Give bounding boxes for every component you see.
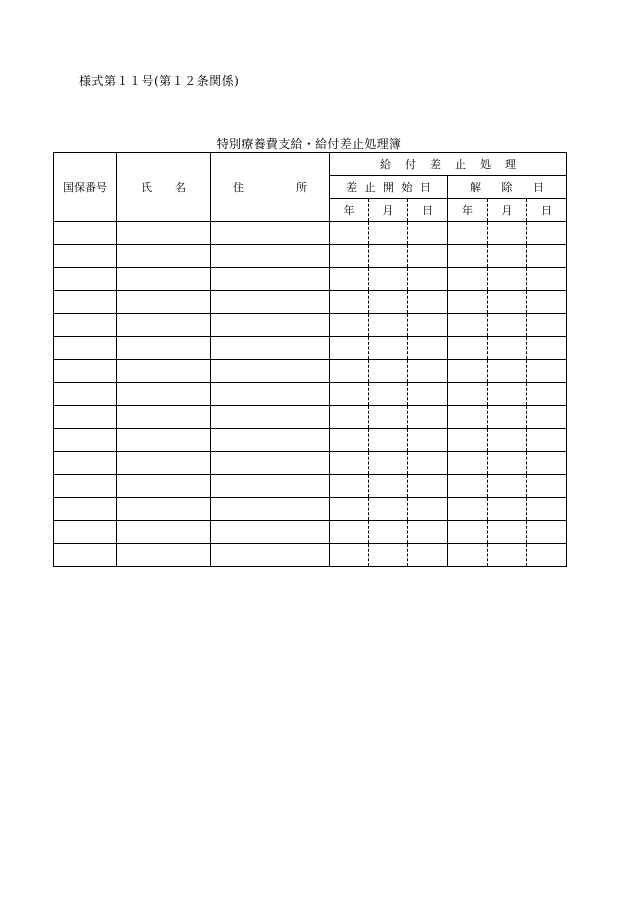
kokuho-number-cell[interactable] xyxy=(54,337,117,360)
kaijo-year-cell[interactable] xyxy=(448,429,488,452)
kaishi-year-cell[interactable] xyxy=(330,268,369,291)
address-cell[interactable] xyxy=(211,498,330,521)
kaijo-year-cell[interactable] xyxy=(448,222,488,245)
kaijo-year-cell[interactable] xyxy=(448,245,488,268)
kaijo-month-cell[interactable] xyxy=(488,268,527,291)
table-row xyxy=(54,314,567,337)
kaijo-day-cell[interactable] xyxy=(527,314,567,337)
kaijo-month-cell[interactable] xyxy=(488,291,527,314)
address-cell[interactable] xyxy=(211,544,330,567)
kaishi-day-cell[interactable] xyxy=(408,222,448,245)
kaijo-month-cell[interactable] xyxy=(488,544,527,567)
kaijo-day-cell[interactable] xyxy=(527,222,567,245)
kaijo-day-cell[interactable] xyxy=(527,498,567,521)
header-kaijo xyxy=(448,176,567,199)
kaishi-day-cell[interactable] xyxy=(408,452,448,475)
kaishi-month-cell[interactable] xyxy=(369,291,408,314)
kokuho-number-cell[interactable] xyxy=(54,268,117,291)
name-cell[interactable] xyxy=(117,291,211,314)
kaijo-month-cell[interactable] xyxy=(488,429,527,452)
name-cell[interactable] xyxy=(117,498,211,521)
kaishi-day-cell[interactable] xyxy=(408,314,448,337)
name-cell[interactable] xyxy=(117,383,211,406)
table-row xyxy=(54,475,567,498)
kaishi-day-cell[interactable] xyxy=(408,268,448,291)
kaijo-year-cell[interactable] xyxy=(448,475,488,498)
header-kaishi-char: 始 xyxy=(401,181,413,194)
header-kaishi-char: 開 xyxy=(383,181,394,194)
kaishi-year-cell[interactable] xyxy=(330,291,369,314)
table-row xyxy=(54,291,567,314)
kokuho-number-cell[interactable] xyxy=(54,222,117,245)
kaishi-year-cell[interactable] xyxy=(330,406,369,429)
kaijo-month-cell[interactable] xyxy=(488,498,527,521)
header-kyufu-char: 処 xyxy=(480,158,491,171)
kaijo-day-cell[interactable] xyxy=(527,360,567,383)
header-kaishi-month: 月 xyxy=(369,199,408,222)
kaishi-month-cell[interactable] xyxy=(369,337,408,360)
header-address-char: 住 xyxy=(233,181,244,194)
kaijo-month-cell[interactable] xyxy=(488,337,527,360)
address-cell[interactable] xyxy=(211,383,330,406)
table-row xyxy=(54,498,567,521)
header-kyufu-sashitome xyxy=(330,153,567,176)
kokuho-number-cell[interactable] xyxy=(54,291,117,314)
address-cell[interactable] xyxy=(211,452,330,475)
kaijo-day-cell[interactable] xyxy=(527,429,567,452)
header-kaijo-day: 日 xyxy=(527,199,567,222)
kaijo-year-cell[interactable] xyxy=(448,544,488,567)
table-row xyxy=(54,245,567,268)
kaishi-day-cell[interactable] xyxy=(408,475,448,498)
kaijo-month-cell[interactable] xyxy=(488,222,527,245)
kaishi-month-cell[interactable] xyxy=(369,268,408,291)
name-cell[interactable] xyxy=(117,521,211,544)
address-cell[interactable] xyxy=(211,521,330,544)
kokuho-number-cell[interactable] xyxy=(54,498,117,521)
kaishi-day-cell[interactable] xyxy=(408,291,448,314)
kaishi-day-cell[interactable] xyxy=(408,544,448,567)
address-cell[interactable] xyxy=(211,429,330,452)
kaijo-day-cell[interactable] xyxy=(527,291,567,314)
kaishi-year-cell[interactable] xyxy=(330,429,369,452)
header-kaijo-year: 年 xyxy=(448,199,488,222)
header-kyufu-char: 給 xyxy=(380,158,391,171)
name-cell[interactable] xyxy=(117,268,211,291)
kokuho-number-cell[interactable] xyxy=(54,360,117,383)
kaishi-day-cell[interactable] xyxy=(408,337,448,360)
address-cell[interactable] xyxy=(211,291,330,314)
header-kaijo-char: 解 xyxy=(470,181,481,194)
table-row xyxy=(54,429,567,452)
kaijo-year-cell[interactable] xyxy=(448,314,488,337)
kaishi-year-cell[interactable] xyxy=(330,360,369,383)
header-kyufu-char: 理 xyxy=(505,158,516,171)
kaishi-month-cell[interactable] xyxy=(369,314,408,337)
kaijo-day-cell[interactable] xyxy=(527,383,567,406)
address-cell[interactable] xyxy=(211,268,330,291)
document-title: 特別療養費支給・給付差止処理簿 xyxy=(216,137,402,151)
header-kaishi-char: 日 xyxy=(420,181,431,194)
name-cell[interactable] xyxy=(117,544,211,567)
header-sashitome-kaishi xyxy=(330,176,448,199)
name-cell[interactable] xyxy=(117,245,211,268)
name-cell[interactable] xyxy=(117,314,211,337)
kaishi-month-cell[interactable] xyxy=(369,383,408,406)
kaishi-month-cell[interactable] xyxy=(369,222,408,245)
table-row xyxy=(54,521,567,544)
header-kaijo-month: 月 xyxy=(488,199,527,222)
header-address xyxy=(211,153,330,222)
kaishi-day-cell[interactable] xyxy=(408,360,448,383)
kaishi-day-cell[interactable] xyxy=(408,245,448,268)
kokuho-number-cell[interactable] xyxy=(54,475,117,498)
register-table xyxy=(53,152,567,567)
header-name xyxy=(117,153,211,222)
kaishi-month-cell[interactable] xyxy=(369,475,408,498)
kokuho-number-cell[interactable] xyxy=(54,314,117,337)
kaishi-month-cell[interactable] xyxy=(369,245,408,268)
kaijo-day-cell[interactable] xyxy=(527,245,567,268)
table-row xyxy=(54,406,567,429)
kaishi-year-cell[interactable] xyxy=(330,498,369,521)
header-kaijo-char: 除 xyxy=(501,181,513,194)
kaijo-year-cell[interactable] xyxy=(448,521,488,544)
kaijo-day-cell[interactable] xyxy=(527,544,567,567)
kokuho-number-cell[interactable] xyxy=(54,452,117,475)
kaijo-month-cell[interactable] xyxy=(488,452,527,475)
name-cell[interactable] xyxy=(117,360,211,383)
table-row xyxy=(54,360,567,383)
table-row xyxy=(54,452,567,475)
kaishi-year-cell[interactable] xyxy=(330,337,369,360)
kaishi-day-cell[interactable] xyxy=(408,498,448,521)
kaishi-year-cell[interactable] xyxy=(330,452,369,475)
kaijo-year-cell[interactable] xyxy=(448,406,488,429)
header-kaishi-year: 年 xyxy=(330,199,369,222)
header-kyufu-char: 付 xyxy=(405,158,416,171)
header-kyufu-char: 差 xyxy=(430,158,441,171)
kaijo-month-cell[interactable] xyxy=(488,383,527,406)
address-cell[interactable] xyxy=(211,406,330,429)
address-cell[interactable] xyxy=(211,314,330,337)
kaishi-year-cell[interactable] xyxy=(330,544,369,567)
kaishi-month-cell[interactable] xyxy=(369,498,408,521)
kaijo-year-cell[interactable] xyxy=(448,360,488,383)
table-row xyxy=(54,383,567,406)
name-cell[interactable] xyxy=(117,337,211,360)
header-kokuho-number: 国保番号 xyxy=(54,153,117,222)
kaijo-month-cell[interactable] xyxy=(488,475,527,498)
name-cell[interactable] xyxy=(117,406,211,429)
kaishi-month-cell[interactable] xyxy=(369,406,408,429)
kaijo-month-cell[interactable] xyxy=(488,521,527,544)
name-cell[interactable] xyxy=(117,475,211,498)
kaijo-month-cell[interactable] xyxy=(488,314,527,337)
kaijo-month-cell[interactable] xyxy=(488,245,527,268)
kaishi-year-cell[interactable] xyxy=(330,314,369,337)
kaijo-month-cell[interactable] xyxy=(488,406,527,429)
kokuho-number-cell[interactable] xyxy=(54,544,117,567)
address-cell[interactable] xyxy=(211,222,330,245)
kaishi-year-cell[interactable] xyxy=(330,245,369,268)
kaijo-year-cell[interactable] xyxy=(448,291,488,314)
kaishi-month-cell[interactable] xyxy=(369,544,408,567)
header-row-1 xyxy=(54,153,567,176)
kaijo-day-cell[interactable] xyxy=(527,268,567,291)
kaijo-day-cell[interactable] xyxy=(527,452,567,475)
address-cell[interactable] xyxy=(211,337,330,360)
kaijo-year-cell[interactable] xyxy=(448,383,488,406)
address-cell[interactable] xyxy=(211,360,330,383)
name-cell[interactable] xyxy=(117,222,211,245)
kokuho-number-cell[interactable] xyxy=(54,429,117,452)
kaishi-day-cell[interactable] xyxy=(408,521,448,544)
kokuho-number-cell[interactable] xyxy=(54,406,117,429)
kaishi-year-cell[interactable] xyxy=(330,475,369,498)
kaijo-day-cell[interactable] xyxy=(527,337,567,360)
kaishi-month-cell[interactable] xyxy=(369,452,408,475)
kaijo-year-cell[interactable] xyxy=(448,452,488,475)
kaishi-day-cell[interactable] xyxy=(408,406,448,429)
header-kaishi-char: 差 xyxy=(346,181,357,194)
table-row xyxy=(54,544,567,567)
table-row xyxy=(54,337,567,360)
header-kaishi-char: 止 xyxy=(364,181,376,194)
header-kaijo-char: 日 xyxy=(533,181,545,194)
kaishi-month-cell[interactable] xyxy=(369,360,408,383)
name-cell[interactable] xyxy=(117,452,211,475)
header-kaishi-day: 日 xyxy=(408,199,448,222)
kokuho-number-cell[interactable] xyxy=(54,383,117,406)
table-row xyxy=(54,222,567,245)
kaijo-day-cell[interactable] xyxy=(527,475,567,498)
header-kyufu-char: 止 xyxy=(455,158,466,171)
address-cell[interactable] xyxy=(211,245,330,268)
kaishi-year-cell[interactable] xyxy=(330,222,369,245)
kaishi-month-cell[interactable] xyxy=(369,521,408,544)
kaijo-day-cell[interactable] xyxy=(527,521,567,544)
kaijo-year-cell[interactable] xyxy=(448,268,488,291)
kaishi-day-cell[interactable] xyxy=(408,429,448,452)
kaishi-year-cell[interactable] xyxy=(330,521,369,544)
form-number: 様式第１１号(第１２条関係) xyxy=(79,74,240,88)
header-name-char: 氏 xyxy=(141,181,152,194)
kaijo-day-cell[interactable] xyxy=(527,406,567,429)
name-cell[interactable] xyxy=(117,429,211,452)
table-row xyxy=(54,268,567,291)
kaijo-year-cell[interactable] xyxy=(448,337,488,360)
header-name-char: 名 xyxy=(175,181,186,194)
kaijo-month-cell[interactable] xyxy=(488,360,527,383)
kaishi-year-cell[interactable] xyxy=(330,383,369,406)
kaishi-month-cell[interactable] xyxy=(369,429,408,452)
kokuho-number-cell[interactable] xyxy=(54,245,117,268)
kaishi-day-cell[interactable] xyxy=(408,383,448,406)
kaijo-year-cell[interactable] xyxy=(448,498,488,521)
header-address-char: 所 xyxy=(296,181,307,194)
address-cell[interactable] xyxy=(211,475,330,498)
kokuho-number-cell[interactable] xyxy=(54,521,117,544)
